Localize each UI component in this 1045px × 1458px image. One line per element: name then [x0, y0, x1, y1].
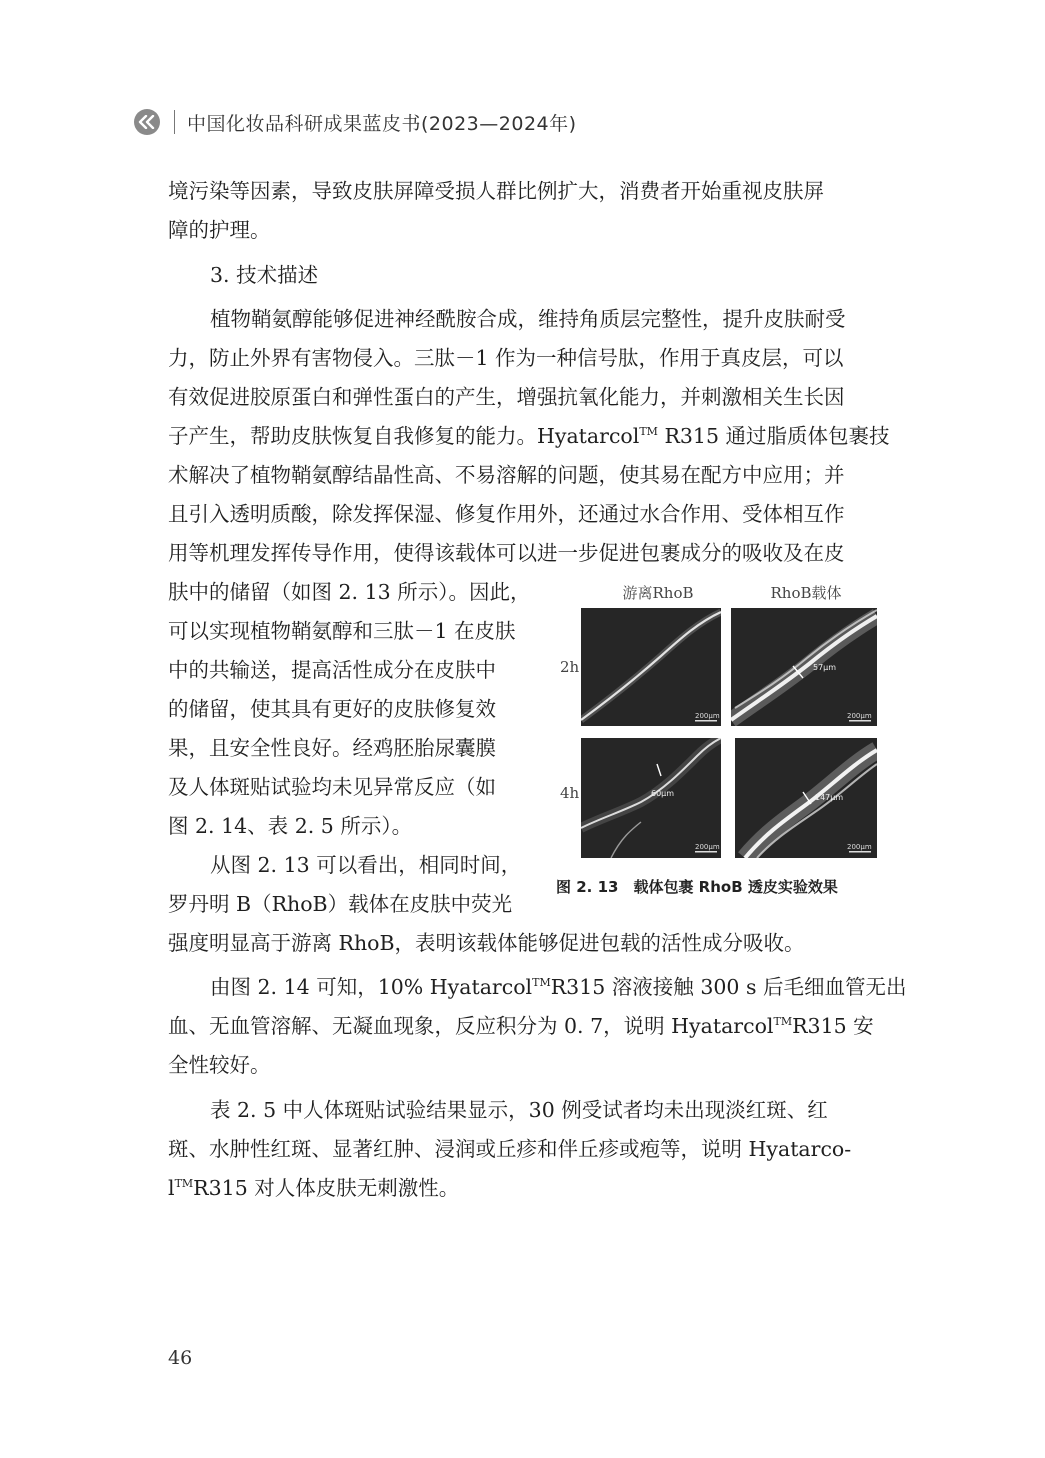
- row-label-4h: 4h: [560, 784, 580, 802]
- scale-bar-label: 200μm: [847, 712, 872, 720]
- text-line: 强度明显高于游离 RhoB，表明该载体能够促进包载的活性成分吸收。: [168, 931, 805, 955]
- paragraph-3: [168, 924, 877, 963]
- paragraph-5: [168, 1091, 877, 1208]
- scale-bar-label: 200μm: [695, 843, 720, 851]
- row-label-2h: 2h: [560, 658, 580, 676]
- micrograph-rhob-carrier-4h: [735, 738, 877, 858]
- text-fragment: 由图 2. 14 可知，10% Hyatarcol: [210, 975, 533, 999]
- section-heading-text: 3. 技术描述: [210, 263, 319, 287]
- column-label-free-rhob: 游离RhoB: [622, 584, 694, 602]
- paragraph-2-wrap: [168, 573, 538, 846]
- text-fragment: R315 通过脂质体包裹技: [657, 424, 890, 448]
- scale-bar-label: 200μm: [847, 843, 872, 851]
- scale-bar-label: 200μm: [695, 712, 720, 720]
- text-fragment: l: [168, 1176, 175, 1200]
- running-header: [134, 104, 577, 140]
- text-line: 境污染等因素，导致皮肤屏障受损人群比例扩大，消费者开始重视皮肤屏: [168, 179, 824, 203]
- depth-measure-label: 57μm: [813, 663, 837, 672]
- column-label-rhob-carrier: RhoB载体: [770, 584, 842, 602]
- text-line: 的储留，使其具有更好的皮肤修复效: [168, 697, 496, 721]
- text-line: 中的共输送，提高活性成分在皮肤中: [168, 658, 496, 682]
- figure-caption: 图 2. 13 载体包裹 RhoB 透皮实验效果: [556, 878, 838, 896]
- text-line: [168, 417, 890, 456]
- trademark-sup: TM: [773, 1015, 793, 1029]
- text-line: [168, 968, 907, 1007]
- depth-measure-label: 147μm: [815, 793, 844, 802]
- text-line: 全性较好。: [168, 1053, 271, 1077]
- text-line: 植物鞘氨醇能够促进神经酰胺合成，维持角质层完整性，提升皮肤耐受: [210, 307, 846, 331]
- text-fragment: R315 溶液接触 300 s 后毛细血管无出: [550, 975, 907, 999]
- text-fragment: 血、无血管溶解、无凝血现象，反应积分为 0. 7，说明 Hyatarcol: [168, 1014, 774, 1038]
- text-line: 果，且安全性良好。经鸡胚胎尿囊膜: [168, 736, 496, 760]
- depth-measure-label: 60μm: [651, 789, 675, 798]
- text-line: 肤中的储留（如图 2. 13 所示）。因此，: [168, 580, 531, 604]
- text-line: 斑、水肿性红斑、显著红肿、浸润或丘疹和伴丘疹或疱等，说明 Hyatarco-: [168, 1137, 852, 1161]
- text-line: 表 2. 5 中人体斑贴试验结果显示，30 例受试者均未出现淡红斑、红: [210, 1098, 828, 1122]
- text-line: 罗丹明 B（RhoB）载体在皮肤中荧光: [168, 892, 513, 916]
- text-line: 术解决了植物鞘氨醇结晶性高、不易溶解的问题，使其易在配方中应用；并: [168, 463, 845, 487]
- double-chevron-left-icon: [134, 109, 160, 135]
- text-fragment: 子产生，帮助皮肤恢复自我修复的能力。Hyatarcol: [168, 424, 640, 448]
- text-fragment: R315 对人体皮肤无刺激性。: [193, 1176, 460, 1200]
- text-line: 及人体斑贴试验均未见异常反应（如: [168, 775, 496, 799]
- text-line: 用等机理发挥传导作用，使得该载体可以进一步促进包裹成分的吸收及在皮: [168, 541, 845, 565]
- trademark-sup: TM: [174, 1177, 194, 1191]
- text-fragment: R315 安: [792, 1014, 874, 1038]
- text-line: 图 2. 14、表 2. 5 所示）。: [168, 814, 413, 838]
- text-line: [168, 1007, 877, 1046]
- figure-2-13: [556, 580, 886, 900]
- text-line: 从图 2. 13 可以看出，相同时间，: [210, 853, 522, 877]
- page-number: 46: [168, 1347, 193, 1369]
- text-line: 有效促进胶原蛋白和弹性蛋白的产生，增强抗氧化能力，并刺激相关生长因: [168, 385, 845, 409]
- paragraph-3-wrap: [168, 846, 538, 924]
- trademark-sup: TM: [532, 976, 551, 990]
- text-line: 障的护理。: [168, 218, 271, 242]
- section-heading: [168, 256, 877, 295]
- paragraph-4: [168, 968, 907, 1085]
- paragraph-2: [168, 300, 890, 573]
- text-line: 力，防止外界有害物侵入。三肽－1 作为一种信号肽，作用于真皮层，可以: [168, 346, 844, 370]
- book-title: 中国化妆品科研成果蓝皮书(2023—2024年): [187, 112, 577, 135]
- text-line: 且引入透明质酸，除发挥保湿、修复作用外，还通过水合作用、受体相互作: [168, 502, 845, 526]
- trademark-sup: TM: [639, 425, 658, 439]
- micrograph-free-rhob-2h: [581, 608, 721, 726]
- header-divider: [174, 110, 175, 134]
- paragraph-1: [168, 172, 877, 250]
- text-line: [168, 1169, 877, 1208]
- text-line: 可以实现植物鞘氨醇和三肽－1 在皮肤: [168, 619, 516, 643]
- micrograph-free-rhob-4h: [581, 738, 721, 858]
- micrograph-rhob-carrier-2h: [731, 608, 877, 726]
